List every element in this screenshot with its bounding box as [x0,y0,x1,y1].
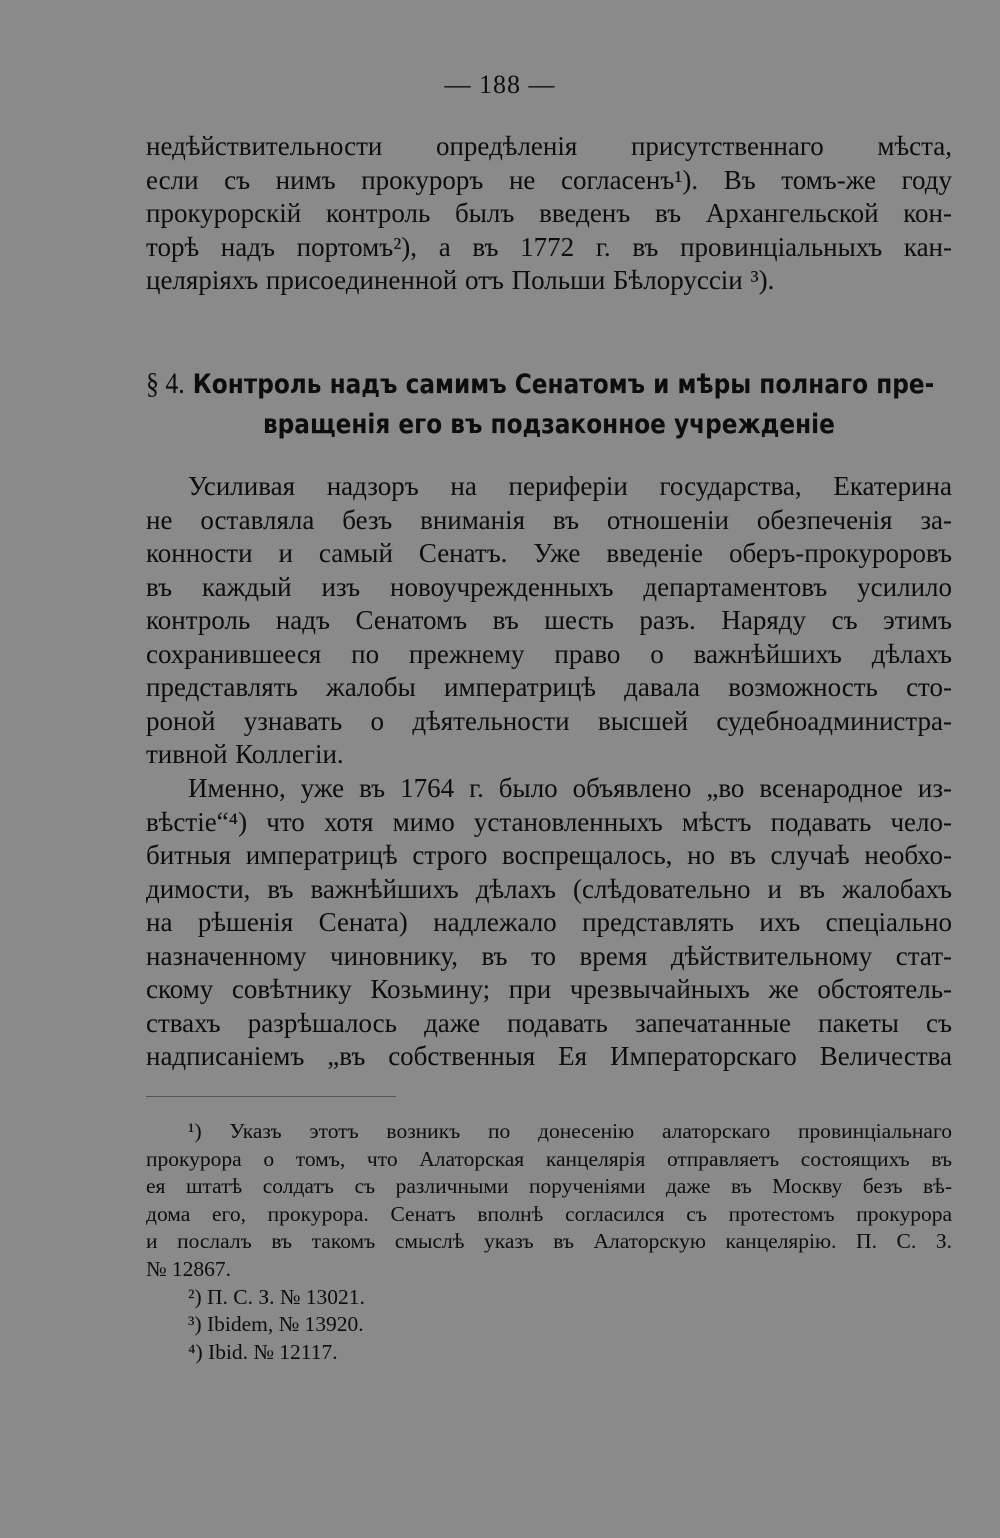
text-line: назначенному чиновнику, въ то время дѣйствительному стат- [146,940,952,971]
heading-line-2: вращенія его въ подзаконное учрежденіе [262,409,835,440]
text-line: на рѣшенія Сената) надлежало представлять ихъ спеціально [146,907,952,937]
text-line: битныя императрицѣ строго воспрещалось, но въ случаѣ необхо- [146,840,952,870]
footnote-line: и послалъ въ такомъ смыслѣ указъ въ Алаторскую канцелярію. П. С. З. [146,1229,952,1254]
text-line: недѣйствительности опредѣленія присутственнаго мѣста, [146,131,952,161]
text-line: Усиливая надзоръ на периферіи государства, Екатерина [188,471,952,501]
text-line: если съ нимъ прокуроръ не согласенъ¹). Въ томъ-же году [146,164,952,195]
text-line: представлять жалобы императрицѣ давала возможность сто- [146,672,952,702]
footnote-2: ²) П. С. З. № 13021. [188,1284,365,1309]
section-sign: § 4. [146,367,185,400]
footnotes [146,1118,952,1366]
text-line: вѣстіе“⁴) что хотя мимо установленныхъ мѣстъ подавать чело- [146,806,952,837]
text-line: сохранившееся по прежнему право о важнѣйшихъ дѣлахъ [146,638,952,669]
text-line: контроль надъ Сенатомъ въ шесть разъ. Наряду съ этимъ [146,605,952,635]
text-line: Именно, уже въ 1764 г. было объявлено „во всенародное из- [188,773,952,803]
text-line: ствахъ разрѣшалось даже подавать запечатанные пакеты съ [146,1007,952,1038]
footnote-line: № 12867. [146,1256,232,1281]
paragraph-1 [146,470,952,772]
text-line: надписаніемъ „въ собственныя Ея Императорскаго Величества [146,1041,952,1071]
footnote-line: прокурора о томъ, что Алаторская канцелярія отправляетъ состоящихъ въ [146,1146,952,1171]
text-line: тивной Коллегіи. [146,739,344,769]
text-line: не оставляла безъ вниманія въ отношеніи обезпеченія за- [146,504,952,535]
text-line: прокурорскій контроль былъ введенъ въ Архангельской кон- [146,198,952,228]
text-line: целяріяхъ присоединенной отъ Польши Бѣлоруссіи ³). [146,265,775,295]
page-number: — 188 — [444,70,556,99]
paragraph-continuation [146,130,952,298]
text-line: торѣ надъ портомъ²), а въ 1772 г. въ провинціальныхъ кан- [146,231,952,262]
footnote-4: ⁴) Ibid. № 12117. [188,1339,338,1364]
heading-line-1: Контроль надъ самимъ Сенатомъ и мѣры полнаго пре- [192,369,935,400]
footnote-3: ³) Ibidem, № 13920. [188,1312,364,1337]
text-line: димости, въ важнѣйшихъ дѣлахъ (слѣдовательно и въ жалобахъ [146,873,952,904]
paragraph-2 [146,772,952,1074]
text-line: роной узнавать о дѣятельности высшей судебноадминистра- [146,705,952,736]
section-heading [146,364,935,445]
footnote-line: дома его, прокурора. Сенатъ вполнѣ согласился съ протестомъ прокурора [146,1201,952,1226]
footnote-divider [146,1096,396,1097]
text-line: конности и самый Сенатъ. Уже введеніе оберъ-прокуроровъ [146,538,952,568]
text-line: въ каждый изъ новоучрежденныхъ департаментовъ усилило [146,571,952,602]
footnote-line: ея штатѣ солдатъ съ различными порученіями даже въ Москву безъ вѣ- [146,1174,952,1199]
footnote-line: ¹) Указъ этотъ возникъ по донесенію алаторскаго провинціальнаго [188,1119,952,1143]
text-line: скому совѣтнику Козьмину; при чрезвычайныхъ же обстоятель- [146,974,952,1004]
